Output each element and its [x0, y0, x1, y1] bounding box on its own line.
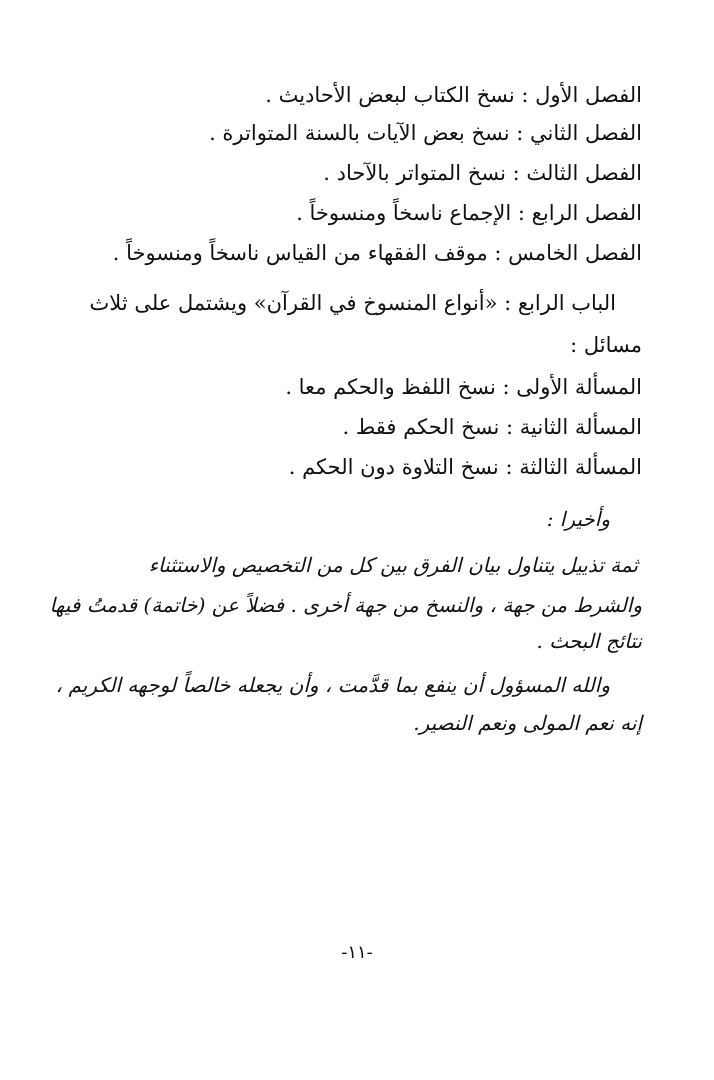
issue-label: المسألة الثانية : — [506, 415, 642, 439]
issue-text: نسخ الحكم فقط . — [342, 415, 500, 439]
chapter-label: الفصل الرابع : — [517, 201, 642, 225]
chapter-text: الإجماع ناسخاً ومنسوخاً . — [296, 201, 512, 225]
issue-text: نسخ التلاوة دون الحكم . — [288, 455, 499, 479]
chapter-3 — [323, 158, 642, 188]
chapter-text: نسخ المتواتر بالآحاد . — [323, 161, 506, 185]
chapter-4 — [296, 198, 642, 228]
chapter-text: موقف الفقهاء من القياس ناسخاً ومنسوخاً . — [112, 241, 488, 265]
closing-line-1: والله المسؤول أن ينفع بما قدَّمت ، وأن يجعله خالصاً لوجهه الكريم ، — [55, 673, 610, 697]
chapter-2 — [209, 118, 642, 148]
chapter-label: الفصل الثاني : — [516, 121, 642, 145]
appendix-para-line-1: ثمة تذييل يتناول بيان الفرق بين كل من التخصيص والاستثناء — [148, 553, 638, 577]
page-number: -١١- — [341, 942, 373, 963]
finally-heading: وأخيرا : — [546, 507, 610, 531]
chapter-5 — [113, 238, 642, 268]
issue-2 — [343, 412, 642, 442]
issue-label: المسألة الثالثة : — [505, 455, 642, 479]
issue-text: نسخ اللفظ والحكم معا . — [285, 375, 496, 399]
section-4-heading: الباب الرابع : «أنواع المنسوخ في القرآن» ويشتمل على ثلاث — [89, 291, 616, 315]
chapter-text: نسخ بعض الآيات بالسنة المتواترة . — [209, 121, 510, 145]
issue-3 — [289, 452, 642, 482]
issue-label: المسألة الأولى : — [502, 375, 642, 399]
chapter-label: الفصل الأول : — [521, 83, 642, 107]
chapter-label: الفصل الخامس : — [494, 241, 642, 265]
section-4-heading-cont: مسائل : — [570, 333, 642, 357]
appendix-para-line-2: والشرط من جهة ، والنسخ من جهة أخرى . فضلاً عن (خاتمة) قدمتُ فيها — [49, 593, 642, 617]
chapter-label: الفصل الثالث : — [512, 161, 642, 185]
chapter-text: نسخ الكتاب لبعض الأحاديث . — [265, 83, 515, 107]
closing-line-2: إنه نعم المولى ونعم النصير. — [413, 711, 642, 735]
chapter-1 — [265, 80, 642, 110]
issue-1 — [285, 372, 642, 402]
appendix-para-line-3: نتائج البحث . — [536, 629, 642, 653]
